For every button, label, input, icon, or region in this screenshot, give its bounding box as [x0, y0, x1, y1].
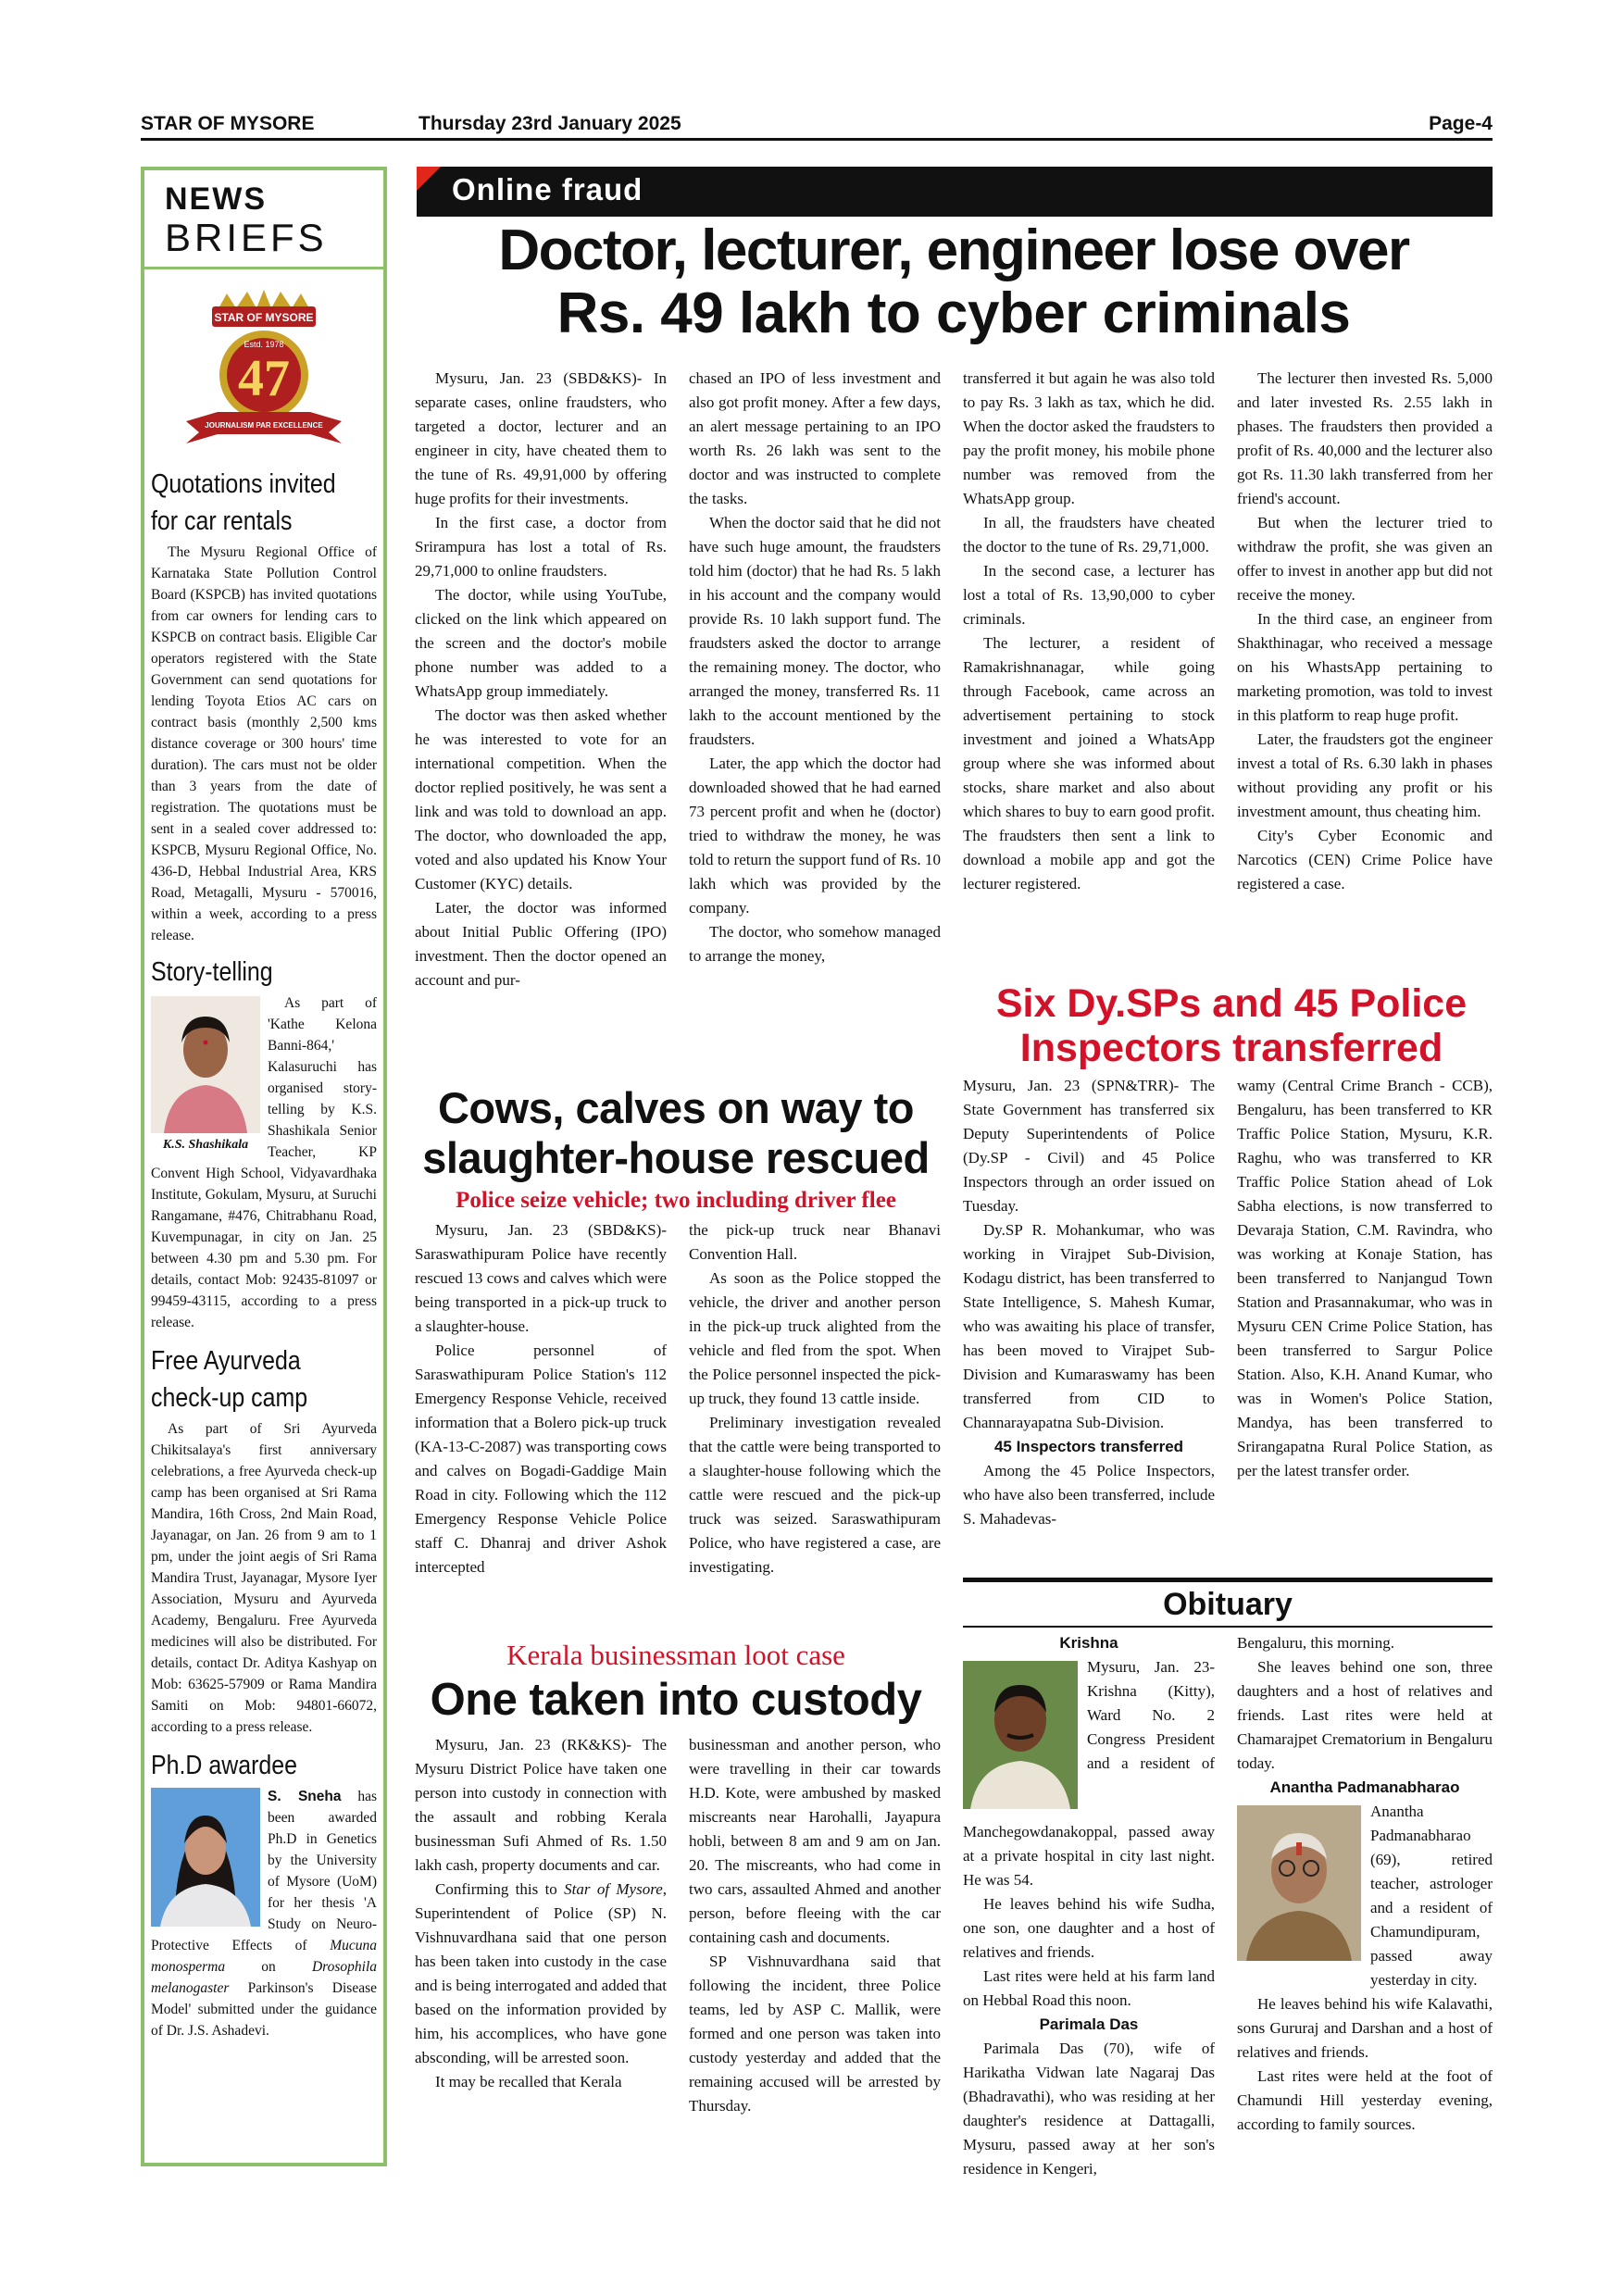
logo-number: 47 [238, 350, 290, 407]
kerala-c1-p2a: Confirming this to [435, 1880, 565, 1898]
cows-c2-p2: As soon as the Police stopped the vehicle, the driver and another person in the pick-up truck alighted from the vehicle and fled from the spot. When the Police personnel inspected the pick-up truck, they found 13 cattle inside. [689, 1269, 941, 1407]
cows-headline-1: Cows, calves on way to [437, 1083, 914, 1132]
kerala-c1-p2b: , Superintendent of Police (SP) N. Vishnuvardhana said that one person has been taken into custody in the case and is being interrogated and added that based on the information provided by him, his accomplices, who have gone absconding, will be arrested soon. [415, 1880, 667, 2066]
cows-c2-p1: the pick-up truck near Bhanavi Convention Hall. [689, 1221, 941, 1263]
photo-anantha [1237, 1805, 1361, 1968]
lead-c2-p4: The doctor, who somehow managed to arrange the money, [689, 923, 941, 965]
obit-krishna-p3: Last rites were held at his farm land on Hebbal Road this noon. [963, 1967, 1215, 2009]
kerala-kicker: Kerala businessman loot case [506, 1639, 845, 1671]
lead-c3-p2: In all, the fraudsters have cheated the doctor to the tune of Rs. 29,71,000. [963, 514, 1215, 555]
obit-anantha-p1: Anantha Padmanabharao (69), retired teacher, astrologer and a resident of Chamundipuram, passed away yesterday in city. [1370, 1803, 1493, 1989]
brief-heading-ayurveda-1: Free Ayurveda [151, 1346, 301, 1376]
phd-text-3: Parkinson's Disease Model' submitted under the guidance of Dr. J.S. Ashadevi. [151, 1980, 377, 2039]
kerala-c2-p2: SP Vishnuvardhana said that following the incident, three Police teams, led by ASP C. Mallik, were formed and one person was taken into custody yesterday and added that the remaining accused will be arrested by Thursday. [689, 1953, 941, 2115]
lead-c4-p3: In the third case, an engineer from Shakthinagar, who received a message on his WhastsApp pertaining to marketing promotion, was told to invest in this platform to reap huge profit. [1237, 610, 1493, 724]
kerala-column-2 [689, 1733, 941, 2118]
phd-italic-1: Mucuna monosperma [151, 1938, 377, 1975]
portrait-krishna [963, 1661, 1078, 1809]
lead-c3-p3: In the second case, a lecturer has lost a total of Rs. 13,90,000 to cyber criminals. [963, 562, 1215, 628]
lead-c1-p3: The doctor, while using YouTube, clicked on the link which appeared on the screen and the doctor's mobile phone number was added to a WhatsApp group immediately. [415, 586, 667, 700]
obit-parimala-p2: Bengaluru, this morning. [1237, 1634, 1394, 1652]
lead-column-3 [963, 367, 1215, 896]
logo-title: STAR OF MYSORE [214, 311, 314, 324]
brief-body-quotations: The Mysuru Regional Office of Karnataka State Pollution Control Board (KSPCB) has invited quotations from car owners for lending cars to KSPCB on contract basis. Eligible Car operators registered with the State Government can send quotations for lending Toyota Etios AC cars on contract basis (monthly 2,500 kms distance coverage or 300 hours' time duration). The cars must not be older than 3 years from the date of registration. The quotations must be sent in a sealed cover addressed to: KSPCB, Mysuru Regional Office, No. 436-D, Hebbal Industrial Area, KRS Road, Metagalli, Mysuru - 570016, within a week, according to a press release. [151, 544, 377, 943]
issue-date: Thursday 23rd January 2025 [418, 113, 681, 134]
phd-name: S. Sneha [268, 1789, 342, 1804]
transfer-c1-p2: Dy.SP R. Mohankumar, who was working in Virajpet Sub-Division, Kodagu district, has been transferred to State Intelligence, S. Mahesh Kumar, who was awaiting his place of transfer, has been moved to Virajpet Sub-Division and Kumaraswamy has been transferred from CID to Channarayapatna Sub-Division. [963, 1221, 1215, 1431]
kicker-online-fraud [417, 167, 1493, 217]
kerala-c1-p3: It may be recalled that Kerala [435, 2073, 622, 2090]
photo-krishna [963, 1661, 1078, 1816]
portrait-sneha [151, 1788, 260, 1927]
lead-headline-1: Doctor, lecturer, engineer lose over [498, 218, 1409, 282]
cows-c1-p2: Police personnel of Saraswathipuram Police Station's 112 Emergency Response Vehicle, received information that a Bolero pick-up truck (KA-13-C-2087) was transporting cows and calves on Bogadi-Gaddige Main Road in city. Following which the 112 Emergency Response Vehicle Police staff C. Dhanraj and driver Ashok intercepted [415, 1341, 667, 1576]
transfer-c2-p1: wamy (Central Crime Branch - CCB), Bengaluru, has been transferred to KR Traffic Police Station, Mysuru, K.R. Raghu, who was transferred to KR Traffic Police Station ahead of Lok Sabha elections, is now transferred to Devaraja Station, C.M. Ravindra, who was working at Konaje Station, has been transferred to Nanjangud Town Station and Prasannakumar, who was in Mysuru CEN Crime Police Station, has been transferred to Sargur Police Station. Also, K.H. Anand Kumar, who was in Women's Police Station, Mandya, has been transferred to Srirangapatna Rural Police Station, as per the latest transfer order. [1237, 1077, 1493, 1479]
transfer-headline-1: Six Dy.SPs and 45 Police [995, 981, 1468, 1026]
transfer-c1-p1: Mysuru, Jan. 23 (SPN&TRR)- The State Government has transferred six Deputy Superintendents of Police (Dy.SP - Civil) and 45 Police Inspectors through an order issued on Tuesday. [963, 1077, 1215, 1215]
photo-shashikala [151, 996, 260, 1153]
lead-c3-p4: The lecturer, a resident of Ramakrishnanagar, while going through Facebook, came across an advertisement pertaining to stock investment and joined a WhatsApp group where she was informed about stocks, share market and also about which shares to buy to earn good profit. The fraudsters then sent a link to download a mobile app and got the lecturer registered. [963, 634, 1215, 892]
kerala-c1-p1: Mysuru, Jan. 23 (RK&KS)- The Mysuru District Police have taken one person into custody in connection with the assault and robbing Kerala businessman Sufi Ahmed of Rs. 1.50 lakh cash, property documents and car. [415, 1736, 667, 1874]
lead-c4-p4: Later, the fraudsters got the engineer invest a total of Rs. 6.30 lakh in phases without providing any profit or his investment amount, thus cheating him. [1237, 730, 1493, 820]
phd-text-1: has been awarded Ph.D in Genetics by the University of Mysore (UoM) for her thesis 'A Study on Neuro-Protective Effects of [151, 1789, 377, 1953]
news-briefs-sidebar [141, 167, 387, 2166]
briefs-title-briefs: BRIEFS [165, 216, 328, 259]
kicker-red-corner [417, 167, 441, 191]
lead-column-4 [1237, 367, 1493, 896]
lead-column-1 [415, 367, 667, 992]
obit-name-parimala: Parimala Das [1039, 2015, 1139, 2033]
logo-estd: Estd. 1978 [244, 340, 284, 349]
cows-c2-p3: Preliminary investigation revealed that the cattle were being transported to a slaughter-house following which the cattle were rescued and the pick-up truck was seized. Saraswathipuram Police, who have registered a case, are investigating. [689, 1414, 941, 1576]
phd-italic-2: Drosophila melanogaster [151, 1959, 377, 1996]
brief-body-ayurveda: As part of Sri Ayurveda Chikitsalaya's first anniversary celebrations, a free Ayurveda check-up camp has been organised at Sri Rama Mandira, 16th Cross, 2nd Main Road, Jayanagar, on Jan. 26 from 9 am to 1 pm, under the joint aegis of Sri Rama Mandira Trust, Jayanagar, Mysore Iyer Association, Mysuru and Ayurveda Academy, Bengaluru. Free Ayurveda medicines will also be distributed. For details, contact Dr. Aditya Kashyap on Mob: 63625-57909 or Rama Mandira Samiti on Mob: 94801-66072, according to a press release. [151, 1421, 377, 1735]
obit-anantha-p2: He leaves behind his wife Kalavathi, sons Gururaj and Darshan and a host of relatives and friends. [1237, 1995, 1493, 2061]
cows-c1-p1: Mysuru, Jan. 23 (SBD&KS)- Saraswathipuram Police have recently rescued 13 cows and calves which were being transported in a pick-up truck to a slaughter-house. [415, 1221, 667, 1335]
kerala-headline: One taken into custody [430, 1675, 922, 1725]
obituary-column-2 [1237, 1631, 1493, 2137]
kerala-c1-p2 [415, 1878, 667, 2070]
obit-parimala-p1: Parimala Das (70), wife of Harikatha Vidwan late Nagaraj Das (Bhadravathi), who was residing at her daughter's residence at Dattagalli, Mysuru, passed away at her son's residence in Kengeri, [963, 2040, 1215, 2177]
brief-heading-storytelling: Story-telling [151, 957, 273, 987]
anniversary-logo [181, 282, 347, 458]
logo-ribbon-text: JOURNALISM PAR EXCELLENCE [205, 421, 323, 430]
obit-krishna-p1: Mysuru, Jan. 23- Krishna (Kitty), Ward No. 2 Congress President and a resident of Manchegowdanakoppal, passed away at a private hospital in city last night. He was 54. [963, 1658, 1215, 1889]
lead-c4-p5: City's Cyber Economic and Narcotics (CEN) Crime Police have registered a case. [1237, 827, 1493, 892]
lead-c2-p3: Later, the app which the doctor had downloaded showed that he had earned 73 percent profit and when he (doctor) tried to withdraw the money, he was told to return the support fund of Rs. 10 lakh which was provided by the company. [689, 755, 941, 917]
briefs-title-news: NEWS [165, 181, 267, 217]
obituary-top-rule [963, 1578, 1493, 1582]
photo-caption-shashikala: K.S. Shashikala [162, 1138, 249, 1152]
lead-c3-p1: transferred it but again he was also told to pay Rs. 3 lakh as tax, which he did. When the doctor asked the fraudsters to pay the profit money, his mobile phone number was removed from the WhatsApp group. [963, 369, 1215, 507]
obituary-title: Obituary [1163, 1587, 1293, 1622]
brief-heading-phd: Ph.D awardee [151, 1751, 298, 1780]
lead-c1-p2: In the first case, a doctor from Srirampura has lost a total of Rs. 29,71,000 to online fraudsters. [415, 514, 667, 580]
lead-column-2 [689, 367, 941, 968]
transfer-column-1 [963, 1074, 1215, 1531]
page-header [141, 113, 1493, 141]
briefs-title-box [144, 170, 383, 269]
brief-heading-ayurveda-2: check-up camp [151, 1383, 308, 1413]
obit-krishna-p2: He leaves behind his wife Sudha, one son, one daughter and a host of relatives and friends. [963, 1895, 1215, 1961]
transfer-column-2 [1237, 1074, 1493, 1483]
kerala-c2-p1: businessman and another person, who were travelling in their car towards H.D. Kote, were ambushed by masked miscreants near Harohalli, Jayapura hobli, between 8 am and 9 am on Jan. 20. The miscreants, who had come in two cars, assaulted Ahmed and another person, before fleeing with the car containing cash and documents. [689, 1736, 941, 1946]
obit-name-krishna: Krishna [1059, 1634, 1118, 1652]
brief-heading-quotations-2: for car rentals [151, 506, 293, 536]
lead-c1-p1: Mysuru, Jan. 23 (SBD&KS)- In separate cases, online fraudsters, who targeted a doctor, lecturer and an engineer in city, have cheated them to the tune of Rs. 49,91,000 by offering huge profits for their investments. [415, 369, 667, 507]
transfer-subhead: 45 Inspectors transferred [993, 1438, 1184, 1455]
masthead: STAR OF MYSORE [141, 113, 315, 134]
obit-anantha-p3: Last rites were held at the foot of Chamundi Hill yesterday evening, according to family sources. [1237, 2067, 1493, 2133]
transfer-headline-2: Inspectors transferred [1019, 1026, 1443, 1070]
lead-c2-p1: chased an IPO of less investment and also got profit money. After a few days, an alert message pertaining to an IPO worth Rs. 26 lakh was sent to the doctor and was instructed to complete the tasks. [689, 369, 941, 507]
kerala-c1-p2-italic: Star of Mysore [564, 1880, 663, 1898]
obit-parimala-p3: She leaves behind one son, three daughters and a host of relatives and friends. Last rites were held at Chamarajpet Crematorium in Bengaluru today. [1237, 1658, 1493, 1772]
obit-name-anantha: Anantha Padmanabharao [1269, 1778, 1460, 1796]
cows-column-2 [689, 1218, 941, 1579]
kicker-text: Online fraud [452, 172, 643, 206]
portrait-shashikala [151, 996, 260, 1133]
portrait-anantha [1237, 1805, 1361, 1961]
phd-text-2: on [225, 1959, 312, 1975]
lead-c1-p5: Later, the doctor was informed about Initial Public Offering (IPO) investment. Then the doctor opened an account and pur- [415, 899, 667, 989]
transfer-c1-p3: Among the 45 Police Inspectors, who have also been transferred, include S. Mahadevas- [963, 1462, 1215, 1528]
cows-headline-2: slaughter-house rescued [422, 1133, 930, 1182]
brief-body-storytelling: As part of 'Kathe Kelona Banni-864,' Kalasuruchi has organised story-telling by K.S. Shashikala Senior Teacher, KP Convent High School, Vidyavardhaka Institute, Gokulam, Mysuru, at Suruchi Rangamane, #476, Chitrabhanu Road, Kuvempunagar, in city on Jan. 25 between 4.30 pm and 5.30 pm. For details, contact Mob: 92435-81097 or 99459-43115, according to a press release. [151, 995, 377, 1330]
brief-heading-quotations-1: Quotations invited [151, 469, 336, 499]
lead-c2-p2: When the doctor said that he did not have such huge amount, the fraudsters told him (doctor) that he had Rs. 5 lakh in his account and the company would provide Rs. 10 lakh support fund. The fraudsters asked the doctor to arrange the remaining money. The doctor, who arranged the money, transferred Rs. 11 lakh to the account mentioned by the fraudsters. [689, 514, 941, 748]
obituary-bottom-rule [963, 1626, 1493, 1628]
lead-headline-2: Rs. 49 lakh to cyber criminals [556, 281, 1351, 345]
photo-sneha [151, 1788, 260, 1931]
obituary-column-1 [963, 1631, 1215, 2181]
cows-column-1 [415, 1218, 667, 1579]
lead-c1-p4: The doctor was then asked whether he was interested to vote for an international competition. When the doctor replied positively, he was sent a link and was told to download an app. The doctor, who downloaded the app, voted and also updated his Know Your Customer (KYC) details. [415, 706, 667, 892]
kerala-column-1 [415, 1733, 667, 2094]
lead-c4-p2: But when the lecturer tried to withdraw the profit, she was given an offer to invest in another app but did not receive the money. [1237, 514, 1493, 604]
lead-c4-p1: The lecturer then invested Rs. 5,000 and later invested Rs. 2.55 lakh in phases. The fraudsters then provided a profit of Rs. 40,000 and the lecturer also got Rs. 11.30 lakh transferred from her friend's account. [1237, 369, 1493, 507]
page-number: Page-4 [1429, 113, 1493, 134]
cows-deck: Police seize vehicle; two including driver flee [456, 1188, 896, 1213]
